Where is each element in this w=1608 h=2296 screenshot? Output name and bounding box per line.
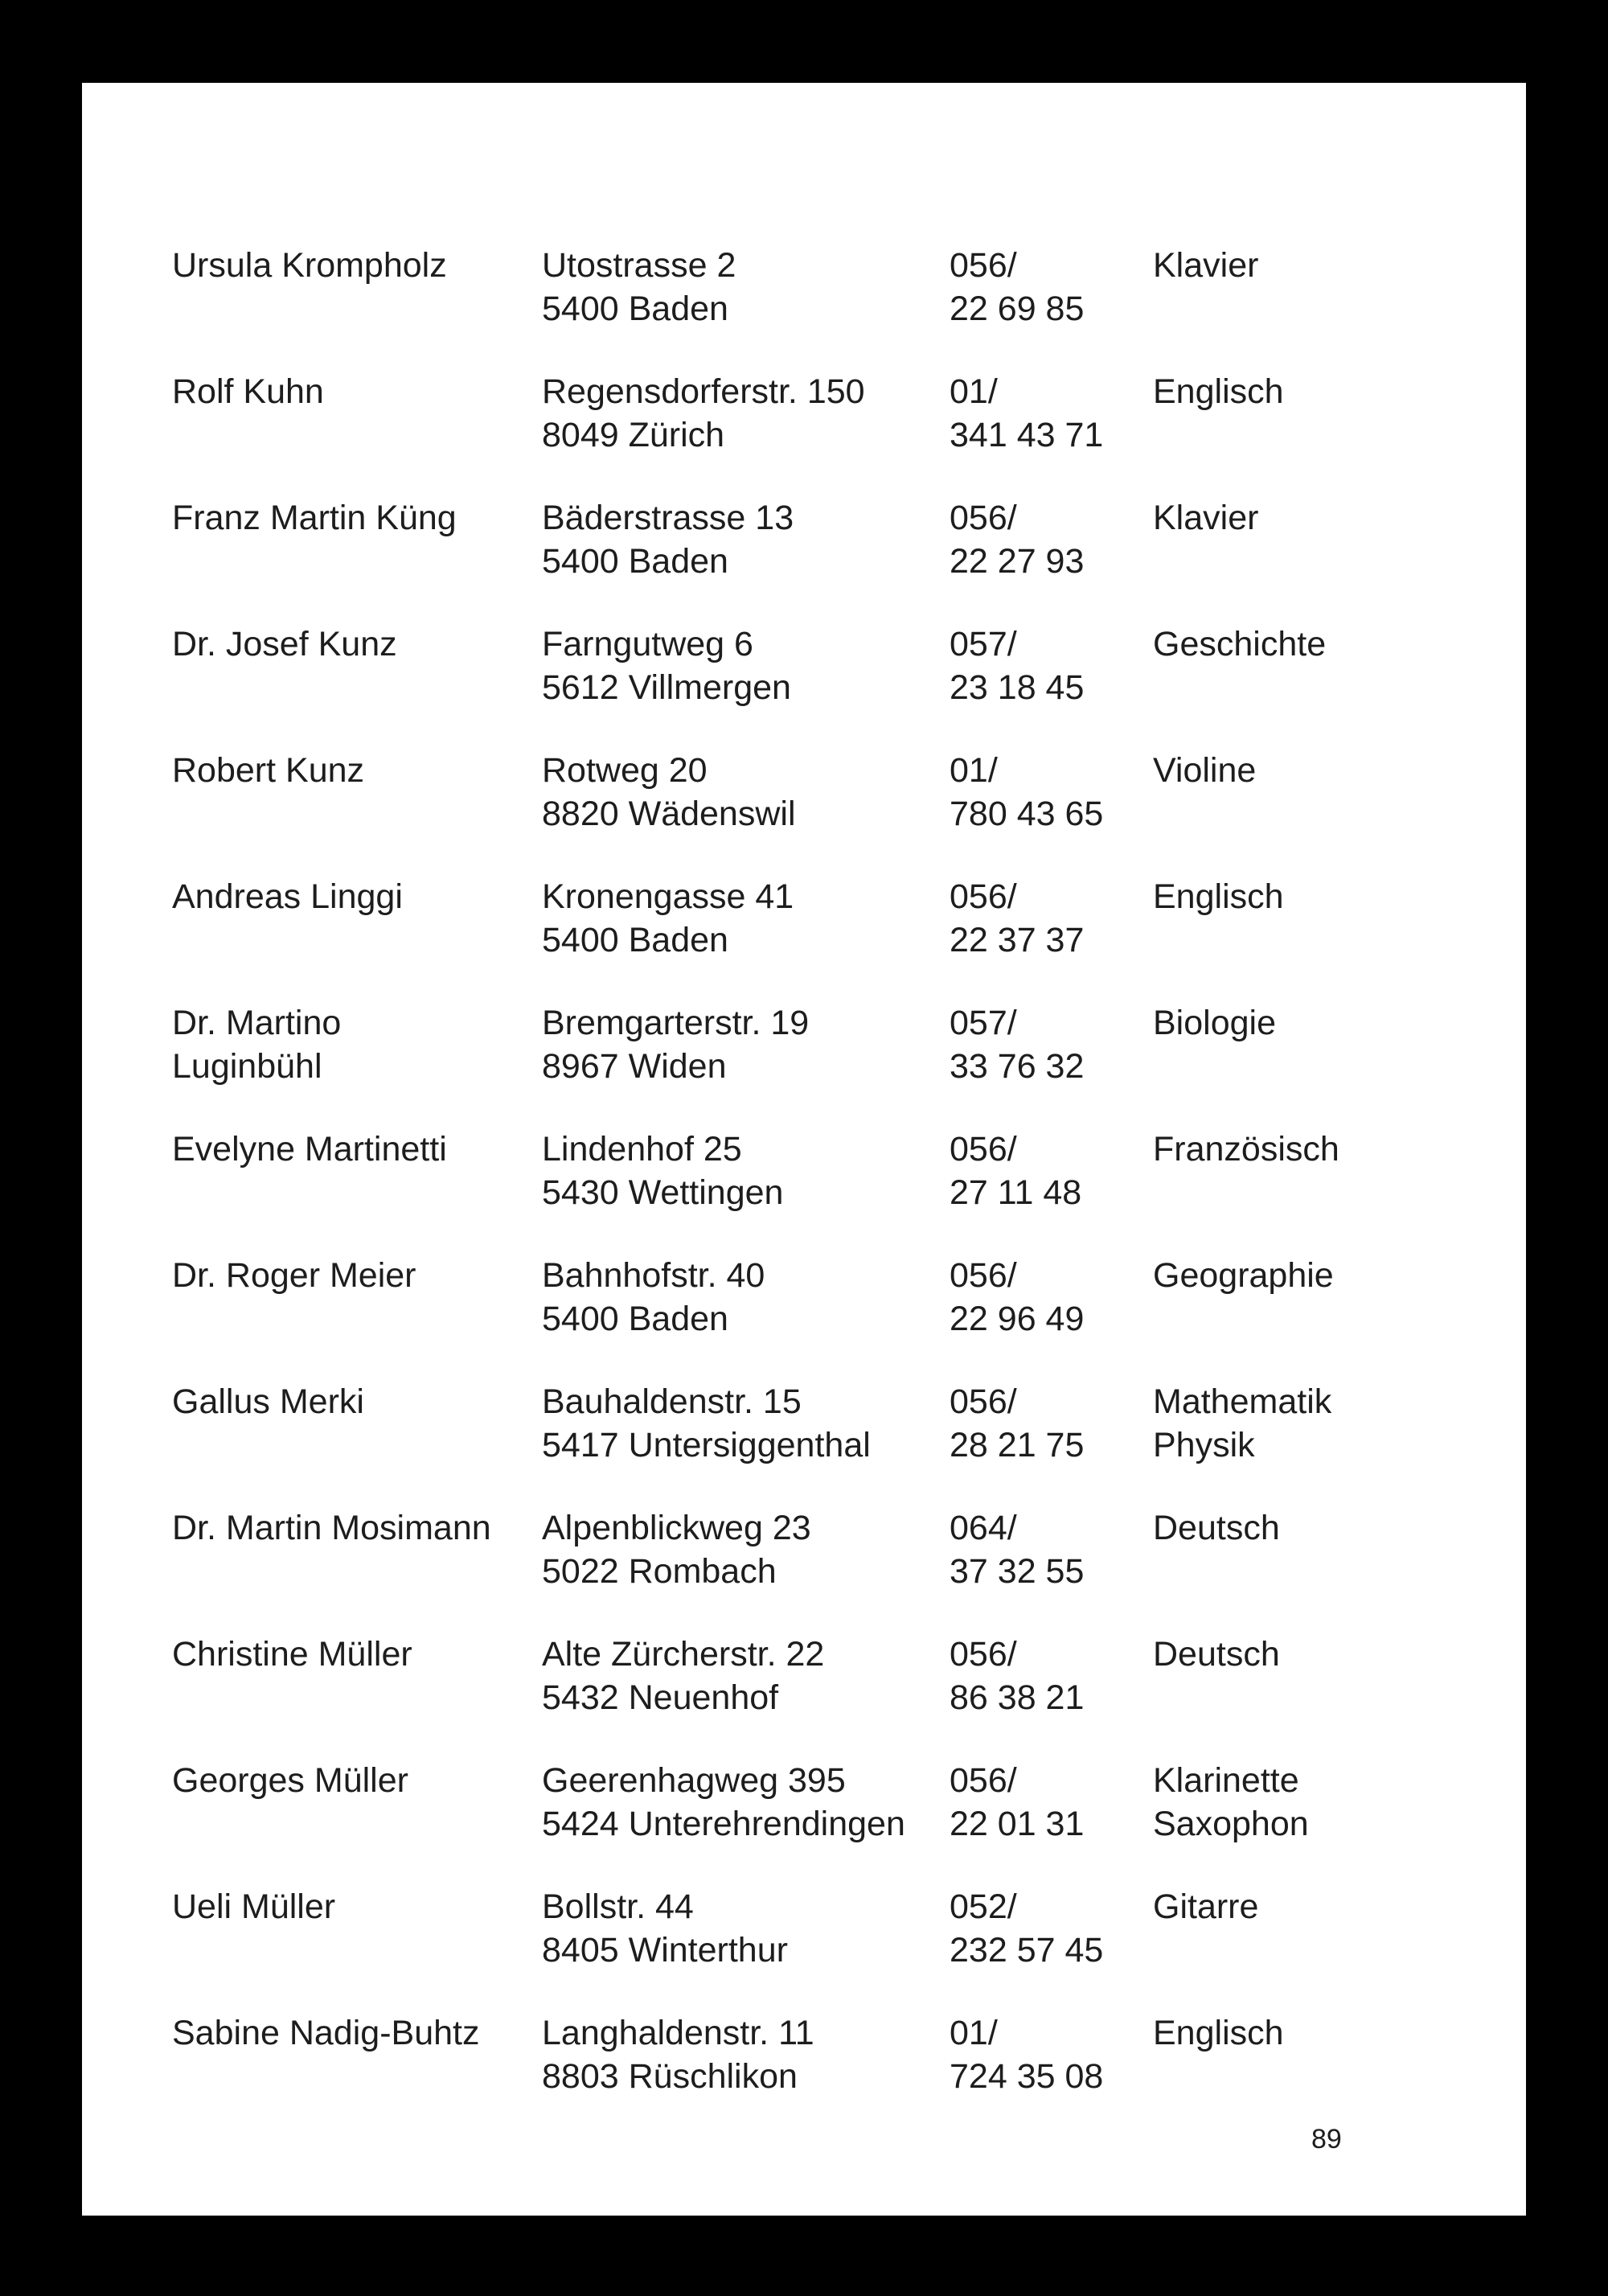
entry-name-line: Sabine Nadig-Buhtz (172, 2014, 480, 2052)
entry-name-line: Rolf Kuhn (172, 372, 324, 411)
entry-subject (1153, 244, 1258, 287)
entry-address-line: 5400 Baden (542, 542, 728, 581)
entry-phone-line: 22 27 93 (950, 542, 1085, 581)
entry-subject-line: Klarinette (1153, 1761, 1299, 1800)
entry-phone-line: 052/ (950, 1887, 1017, 1926)
directory-entry (172, 1380, 1499, 1506)
entry-subject (1153, 1380, 1331, 1467)
directory-entry (172, 1001, 1499, 1127)
page-number: 89 (1311, 2124, 1342, 2154)
entry-subject-line: Deutsch (1153, 1509, 1280, 1547)
entry-subject (1153, 1633, 1280, 1676)
entry-phone-line: 232 57 45 (950, 1931, 1104, 1969)
entry-name-line: Christine Müller (172, 1635, 412, 1674)
entry-phone-line: 22 96 49 (950, 1300, 1085, 1338)
entry-name-line: Dr. Martino (172, 1004, 342, 1042)
entry-phone (950, 370, 1103, 457)
entry-name-line: Luginbühl (172, 1047, 322, 1086)
entry-address-line: 8405 Winterthur (542, 1931, 788, 1969)
entry-phone-line: 341 43 71 (950, 416, 1104, 454)
entry-subject-line: Deutsch (1153, 1635, 1280, 1674)
entry-subject-line: Gitarre (1153, 1887, 1259, 1926)
entry-subject-line: Englisch (1153, 372, 1284, 411)
entry-name-line: Franz Martin Küng (172, 499, 457, 537)
entry-phone-line: 780 43 65 (950, 795, 1104, 833)
entry-phone-line: 01/ (950, 372, 998, 411)
entry-phone (950, 1254, 1084, 1341)
entry-subject (1153, 496, 1258, 540)
entry-address (542, 1759, 905, 1846)
entry-phone-line: 056/ (950, 246, 1017, 285)
entry-subject-line: Biologie (1153, 1004, 1276, 1042)
entry-subject-line: Klavier (1153, 246, 1259, 285)
directory-entry (172, 1127, 1499, 1254)
entry-name-line: Georges Müller (172, 1761, 408, 1800)
directory-entry (172, 1633, 1499, 1759)
entry-phone (950, 622, 1084, 709)
directory-entry (172, 1759, 1499, 1885)
entry-name (172, 2011, 479, 2055)
entry-address-line: Geerenhagweg 395 (542, 1761, 846, 1800)
entry-phone-line: 057/ (950, 1004, 1017, 1042)
entry-phone-line: 27 11 48 (950, 1173, 1082, 1212)
entry-phone-line: 28 21 75 (950, 1426, 1085, 1464)
entry-address (542, 1633, 824, 1719)
entry-name (172, 1380, 364, 1423)
entry-address-line: Bahnhofstr. 40 (542, 1256, 765, 1295)
directory-list (172, 244, 1499, 2138)
entry-address-line: 8803 Rüschlikon (542, 2057, 798, 2096)
entry-phone-line: 057/ (950, 625, 1017, 663)
entry-address (542, 1001, 809, 1088)
entry-name (172, 1759, 408, 1802)
entry-name-line: Dr. Martin Mosimann (172, 1509, 491, 1547)
entry-address-line: 8049 Zürich (542, 416, 725, 454)
entry-phone (950, 749, 1103, 836)
entry-phone (950, 1380, 1084, 1467)
entry-subject (1153, 1759, 1309, 1846)
entry-address-line: Alte Zürcherstr. 22 (542, 1635, 825, 1674)
entry-phone-line: 056/ (950, 1130, 1017, 1169)
entry-address-line: Rotweg 20 (542, 751, 708, 790)
directory-entry (172, 622, 1499, 749)
entry-subject (1153, 749, 1256, 792)
entry-phone-line: 86 38 21 (950, 1678, 1085, 1717)
entry-name (172, 244, 447, 287)
entry-subject (1153, 1127, 1339, 1171)
entry-address-line: 5400 Baden (542, 921, 728, 959)
entry-address (542, 622, 791, 709)
entry-name (172, 1885, 335, 1928)
entry-subject-line: Physik (1153, 1426, 1255, 1464)
entry-phone-line: 724 35 08 (950, 2057, 1104, 2096)
entry-phone-line: 23 18 45 (950, 668, 1085, 707)
directory-entry (172, 2011, 1499, 2138)
entry-phone-line: 22 37 37 (950, 921, 1085, 959)
entry-address-line: Regensdorferstr. 150 (542, 372, 865, 411)
directory-entry (172, 1254, 1499, 1380)
entry-address-line: 5417 Untersiggenthal (542, 1426, 871, 1464)
entry-name-line: Gallus Merki (172, 1382, 364, 1421)
entry-name-line: Dr. Josef Kunz (172, 625, 397, 663)
entry-name-line: Robert Kunz (172, 751, 365, 790)
entry-phone-line: 056/ (950, 877, 1017, 916)
entry-address-line: 5432 Neuenhof (542, 1678, 779, 1717)
entry-address-line: 5022 Rombach (542, 1552, 777, 1591)
entry-name-line: Andreas Linggi (172, 877, 403, 916)
directory-entry (172, 1885, 1499, 2011)
directory-entry (172, 875, 1499, 1001)
entry-phone (950, 2011, 1103, 2098)
entry-name (172, 749, 364, 792)
entry-address (542, 496, 794, 583)
entry-address (542, 875, 794, 962)
entry-phone-line: 01/ (950, 751, 998, 790)
entry-address (542, 370, 865, 457)
entry-address (542, 1885, 788, 1972)
directory-entry (172, 1506, 1499, 1633)
entry-phone-line: 37 32 55 (950, 1552, 1085, 1591)
entry-subject-line: Saxophon (1153, 1805, 1309, 1843)
entry-address-line: Bollstr. 44 (542, 1887, 694, 1926)
entry-address (542, 1506, 811, 1593)
entry-subject-line: Englisch (1153, 877, 1284, 916)
entry-phone (950, 875, 1084, 962)
entry-phone-line: 056/ (950, 1761, 1017, 1800)
entry-phone (950, 496, 1084, 583)
entry-address (542, 244, 736, 331)
entry-address (542, 2011, 814, 2098)
entry-name (172, 1127, 447, 1171)
entry-subject-line: Geschichte (1153, 625, 1327, 663)
entry-phone (950, 1885, 1103, 1972)
entry-name (172, 1633, 412, 1676)
entry-subject (1153, 1885, 1258, 1928)
entry-address-line: 8820 Wädenswil (542, 795, 796, 833)
entry-phone-line: 33 76 32 (950, 1047, 1085, 1086)
entry-phone-line: 056/ (950, 1256, 1017, 1295)
entry-name-line: Ueli Müller (172, 1887, 336, 1926)
entry-phone-line: 22 01 31 (950, 1805, 1085, 1843)
entry-phone-line: 056/ (950, 1382, 1017, 1421)
entry-phone-line: 064/ (950, 1509, 1017, 1547)
entry-subject (1153, 1506, 1280, 1550)
entry-phone (950, 1127, 1081, 1214)
entry-address-line: 5612 Villmergen (542, 668, 791, 707)
entry-subject-line: Französisch (1153, 1130, 1339, 1169)
entry-address-line: Farngutweg 6 (542, 625, 753, 663)
directory-entry (172, 370, 1499, 496)
entry-name-line: Dr. Roger Meier (172, 1256, 416, 1295)
entry-phone-line: 056/ (950, 499, 1017, 537)
document-page (82, 83, 1526, 2216)
entry-address-line: 5424 Unterehrendingen (542, 1805, 905, 1843)
entry-name (172, 1254, 416, 1297)
entry-address (542, 749, 796, 836)
entry-phone (950, 1633, 1084, 1719)
directory-entry (172, 749, 1499, 875)
entry-address-line: Alpenblickweg 23 (542, 1509, 811, 1547)
entry-phone (950, 1506, 1084, 1593)
entry-name (172, 622, 397, 666)
entry-subject (1153, 622, 1326, 666)
entry-address-line: Lindenhof 25 (542, 1130, 742, 1169)
entry-subject (1153, 2011, 1284, 2055)
directory-entry (172, 496, 1499, 622)
entry-subject-line: Englisch (1153, 2014, 1284, 2052)
entry-address-line: 5430 Wettingen (542, 1173, 784, 1212)
entry-address-line: 5400 Baden (542, 290, 728, 328)
entry-subject (1153, 1001, 1276, 1045)
entry-name (172, 1001, 341, 1088)
entry-subject-line: Mathematik (1153, 1382, 1332, 1421)
entry-name-line: Ursula Krompholz (172, 246, 447, 285)
entry-name-line: Evelyne Martinetti (172, 1130, 447, 1169)
entry-subject (1153, 1254, 1334, 1297)
entry-address-line: Utostrasse 2 (542, 246, 736, 285)
entry-address-line: 8967 Widen (542, 1047, 727, 1086)
entry-address-line: Bäderstrasse 13 (542, 499, 794, 537)
entry-address-line: Langhaldenstr. 11 (542, 2014, 814, 2052)
entry-subject-line: Violine (1153, 751, 1257, 790)
entry-name (172, 370, 324, 413)
directory-entry (172, 244, 1499, 370)
entry-phone (950, 1759, 1084, 1846)
entry-name (172, 875, 403, 918)
entry-address-line: Kronengasse 41 (542, 877, 794, 916)
entry-address-line: Bauhaldenstr. 15 (542, 1382, 802, 1421)
entry-address (542, 1254, 765, 1341)
entry-subject (1153, 875, 1284, 918)
entry-subject-line: Geographie (1153, 1256, 1334, 1295)
entry-address (542, 1127, 783, 1214)
entry-phone-line: 056/ (950, 1635, 1017, 1674)
entry-address-line: 5400 Baden (542, 1300, 728, 1338)
entry-phone (950, 244, 1084, 331)
entry-phone (950, 1001, 1084, 1088)
entry-subject (1153, 370, 1284, 413)
entry-phone-line: 01/ (950, 2014, 998, 2052)
entry-phone-line: 22 69 85 (950, 290, 1085, 328)
entry-subject-line: Klavier (1153, 499, 1259, 537)
entry-name (172, 1506, 491, 1550)
entry-address-line: Bremgarterstr. 19 (542, 1004, 810, 1042)
entry-name (172, 496, 457, 540)
entry-address (542, 1380, 871, 1467)
